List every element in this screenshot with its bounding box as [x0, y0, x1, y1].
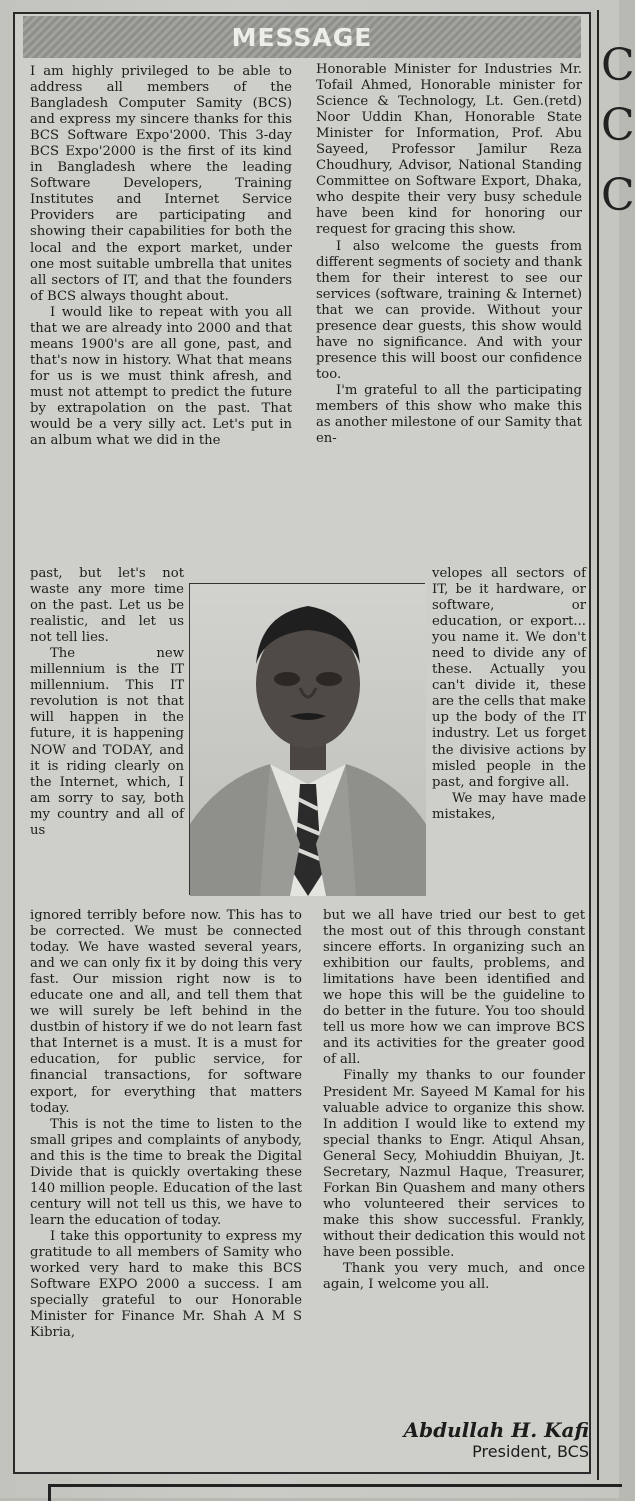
adjacent-letter: C — [601, 40, 635, 91]
signature-block — [404, 1418, 589, 1462]
paragraph: I am highly privileged to be able to address all members of the Bangladesh Computer Samity (BCS) and express my sincere thanks for this BCS Software Expo'2000. This 3-day BCS Expo'2000 is the first of its kind in Bangladesh where the leading Software Developers, Training Institutes and Internet Service Providers are participating and showing their capabilities for both the local and the export market, under one most suitable umbrella that unites all sectors of IT, and that the founders of BCS always thought about. — [30, 64, 292, 304]
paragraph: Finally my thanks to our founder President Mr. Sayeed M Kamal for his valuable advice to organize this show. In addition I would like to extend my special thanks to Engr. Atiqul Ahsan, General Secy, Mohiuddin Bhuiyan, Jt. Secretary, Nazmul Haque, Treasurer, Forkan Bin Quashem and many others who volunteered their services to make this show successful. Frankly, without their dedication this would not have been possible. — [323, 1068, 585, 1260]
paragraph: The new millennium is the IT millennium. This IT revolution is not that will happen in the future, it is happening NOW and TODAY, and it is riding clearly on the Internet, which, I am sorry to say, both my country and all of us — [30, 646, 184, 838]
paragraph: ignored terribly before now. This has to be corrected. We must be connected today. We have wasted several years, and we can only fix it by doing this very fast. Our mission right now is to educate one and all, and tell them that we will surely be left behind in the dustbin of history if we do not learn fast that Internet is a must. It is a must for education, for public service, for financial transactions, for software export, for everything that matters today. — [30, 908, 302, 1116]
paragraph: velopes all sectors of IT, be it hardware, or software, or education, or export... you name it. We don't need to divide any of these. Actually you can't divide it, these are the cells that make up the body of the IT industry. Let us forget the divisive actions by misled people in the past, and forgive all. — [432, 566, 586, 790]
paragraph: I would like to repeat with you all that we are already into 2000 and that means 1900's are all gone, past, and that's now in history. What that means for us is we must think afresh, and must not attempt to predict the future by extrapolation on the past. That would be a very silly act. Let's put in an album what we did in the — [30, 304, 292, 449]
banner-title: MESSAGE — [231, 22, 373, 52]
adjacent-letter: C — [601, 100, 635, 151]
signature-title: President, BCS — [472, 1442, 589, 1461]
bottom-rule — [48, 1484, 622, 1501]
paragraph: I'm grateful to all the participating members of this show who make this as another milestone of our Samity that en- — [316, 382, 582, 447]
paragraph: This is not the time to listen to the small gripes and complaints of anybody, and this is the time to break the Digital Divide that is quickly overtaking these 140 million people. Education of the last century will not tell us this, we have to learn the education of today. — [30, 1116, 302, 1228]
president-photo — [189, 583, 425, 895]
column-right-top — [316, 62, 582, 447]
column-right-bottom — [323, 908, 585, 1293]
column-left-top — [30, 64, 292, 449]
paragraph: Honorable Minister for Industries Mr. Tofail Ahmed, Honorable minister for Science & Technology, Lt. Gen.(retd) Noor Uddin Khan, Honorable State Minister for Information, Prof. Abu Sayeed, Professor Jamilur Reza Choudhury, Advisor, National Standing Committee on Software Export, Dhaka, who despite their very busy schedule have been kind for honoring our request for gracing this show. — [316, 62, 582, 238]
message-banner — [23, 16, 581, 58]
paragraph: I also welcome the guests from different segments of society and thank them for their interest to see our services (software, training & Internet) that we can provide. Without your presence dear guests, this show would have no significance. And with your presence this will boost our confidence too. — [316, 238, 582, 382]
column-right-narrow — [432, 566, 586, 823]
portrait-image — [190, 584, 426, 896]
paragraph: past, but let's not waste any more time on the past. Let us be realistic, and let us not tell lies. — [30, 566, 184, 646]
column-left-bottom — [30, 908, 302, 1341]
paragraph: but we all have tried our best to get the most out of this through constant sincere efforts. In organizing such an exhibition our faults, problems, and limitations have been identified and we hope this will be the guideline to do better in the future. You too should tell us more how we can improve BCS and its activities for the greater good of all. — [323, 908, 585, 1068]
signature-name: Abdullah H. Kafi — [403, 1418, 589, 1442]
adjacent-letter: C — [601, 170, 635, 221]
paragraph: Thank you very much, and once again, I welcome you all. — [323, 1261, 585, 1293]
paragraph: We may have made mistakes, — [432, 790, 586, 822]
adjacent-article-edge — [597, 10, 635, 1480]
paragraph: I take this opportunity to express my gratitude to all members of Samity who worked very hard to make this BCS Software EXPO 2000 a success. I am specially grateful to our Honorable Minister for Finance Mr. Shah A M S Kibria, — [30, 1228, 302, 1341]
column-left-narrow — [30, 566, 184, 839]
